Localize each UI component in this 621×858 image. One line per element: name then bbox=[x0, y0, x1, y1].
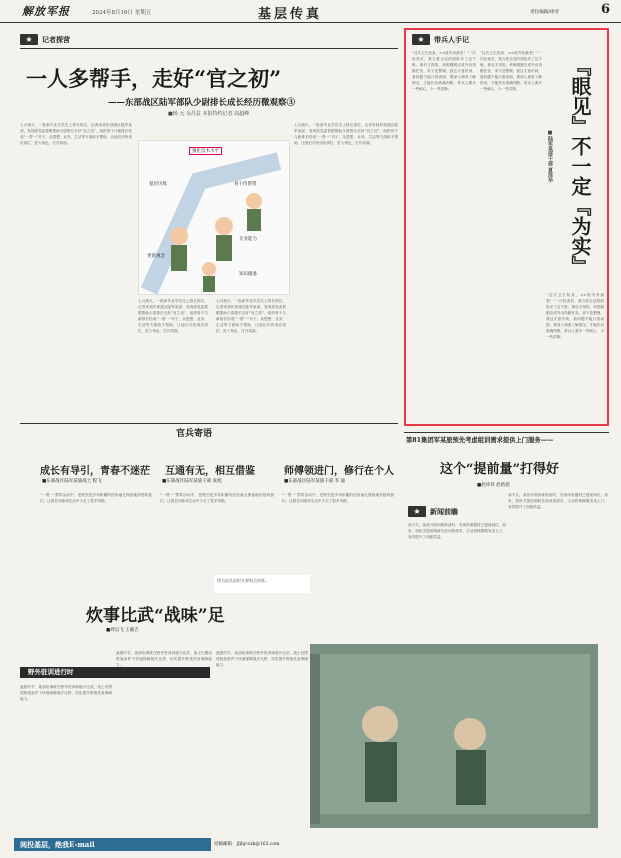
side-byline: ■陆军某部干部 夏泽华 bbox=[547, 130, 553, 183]
illus-label: 基层历练 bbox=[149, 182, 167, 187]
side-body-col2: “这次卫生检查，××班内务最差！”一次检查后，我当着全连的面批评了这个班。事后才得知，该班刚刚完成外出执勤任务，来不及整理。我这才意识到，看问题不能只看表面，要深入调查了解情况，才能作出准确判断。带兵人要多一些耐心，少一些武断。 bbox=[480, 51, 542, 91]
army-tag bbox=[408, 506, 458, 517]
illus-label: 更新观念 bbox=[147, 254, 165, 259]
divider bbox=[404, 432, 609, 433]
side-body-col3: “这次卫生检查，××班内务最差！”一次检查后，我当着全连的面批评了这个班。事后才得知，该班刚刚完成外出执勤任务，来不及整理。我这才意识到，看问题不能只看表面，要深入调查了解情况，才能作出准确判断。带兵人要多一些耐心，少一些武断。 bbox=[546, 293, 604, 339]
main-headline: 一人多帮手，走好“官之初” bbox=[26, 66, 282, 91]
bottom-byline: ■周以飞 王羲吉 bbox=[106, 628, 139, 633]
illus-label: 骨干传帮带 bbox=[234, 182, 257, 187]
main-byline: ■杨 元 余昌益 本报特约记者 高超峰 bbox=[168, 111, 250, 117]
letter-body: “一帮一”帮带活动中，老班长把多年积累的经验毫无保留地传授给我们，让我在训练和生活中少走了很多弯路。 bbox=[40, 493, 152, 503]
cartoon-illustration bbox=[138, 140, 290, 295]
side-body-col1: “这次卫生检查，××班内务最差！”一次检查后，我当着全连的面批评了这个班。事后才得知，该班刚刚完成外出执勤任务，来不及整理。我这才意识到，看问题不能只看表面，要深入调查了解情况，才能作出准确判断。带兵人要多一些耐心，少一些武断。 bbox=[412, 51, 476, 91]
army-intro: 第81集团军某旅预先考虑组训需求提供上门服务—— bbox=[406, 437, 554, 444]
army-body-col2: 前不久，某营开展训练准备时，发现所需器材已提前到位。原来，旅机关提前调研各营训练需求，主动将保障服务送上门，有效提升了训练效益。 bbox=[508, 493, 608, 509]
letter-headline: 师傅领进门，修行在个人 bbox=[284, 466, 394, 477]
bottom-body-col1: 盛夏时节，某部炊事班在野外驻训场展开比武，战士们围绕野战条件下快速保障展开比拼，切实提升野战饮食保障能力。 bbox=[20, 685, 112, 701]
article-tag bbox=[20, 34, 70, 45]
main-subheadline: ——东部战区陆军部队少尉排长成长经历微观察③ bbox=[108, 98, 296, 108]
letter-byline: ■东部战区陆军某旅战士 程飞 bbox=[42, 479, 102, 484]
letter-headline: 成长有导引，青春不迷茫 bbox=[40, 466, 150, 477]
divider bbox=[20, 423, 398, 424]
page-number: 6 bbox=[601, 2, 611, 17]
letters-title: 官兵寄语 bbox=[176, 429, 213, 439]
issue-date: 2024年8月16日 星期五 bbox=[92, 10, 152, 16]
army-tag-label: 新闻前瞻 bbox=[430, 508, 458, 516]
army-byline: ■赵祥祥 赵新超 bbox=[477, 483, 510, 488]
section-title: 基层传真 bbox=[258, 7, 323, 22]
illus-label: 知识储备 bbox=[239, 272, 257, 277]
bottom-body-col3: 盛夏时节，某部炊事班在野外驻训场展开比武，战士们围绕野战条件下快速保障展开比拼，切实提升野战饮食保障能力。 bbox=[216, 651, 308, 667]
photo-caption: 图为连队组织实弹射击训练。 bbox=[217, 578, 269, 583]
main-body-col3: 七月流火，一批新毕业学员走上排长岗位，记者来到东部战区陆军某部，发现旅党委着眼帮助少尉排长走好“官之初”，组织骨干与新排长结成“一帮一”对子，从思想、业务、生活等方面给予帮助，让他们尽快适应岗位、进入角色、打开局面。 bbox=[216, 299, 286, 333]
star-icon: ★ bbox=[412, 34, 430, 45]
letter-byline: ■东部战区陆军某旅干部 张旭 bbox=[162, 479, 222, 484]
letter-headline: 互通有无，相互借鉴 bbox=[165, 466, 255, 477]
side-tag-label: 带兵人手记 bbox=[434, 36, 469, 44]
main-body-col2: 七月流火，一批新毕业学员走上排长岗位，记者来到东部战区陆军某部，发现旅党委着眼帮助少尉排长走好“官之初”，组织骨干与新排长结成“一帮一”对子，从思想、业务、生活等方面给予帮助，让他们尽快适应岗位、进入角色、打开局面。 bbox=[138, 299, 208, 333]
field-training-banner: 野外驻训进行时 bbox=[20, 667, 210, 678]
star-icon: ★ bbox=[408, 506, 426, 517]
star-icon: ★ bbox=[20, 34, 38, 45]
page-header bbox=[0, 0, 621, 23]
illus-label: 强化技术水平 bbox=[189, 147, 222, 155]
divider bbox=[20, 48, 398, 49]
army-headline: 这个“提前量”打得好 bbox=[440, 462, 559, 477]
army-body-col1: 前不久，某营开展训练准备时，发现所需器材已提前到位。原来，旅机关提前调研各营训练需求，主动将保障服务送上门，有效提升了训练效益。 bbox=[408, 523, 506, 539]
side-title: 『眼见』不一定『为实』 bbox=[568, 56, 592, 276]
article-tag-label: 记者探营 bbox=[42, 36, 70, 44]
email-banner: 阅投基层，绝我E-mail bbox=[14, 838, 211, 851]
bottom-body-col2: 盛夏时节，某部炊事班在野外驻训场展开比武，战士们围绕野战条件下快速保障展开比拼，切实提升野战饮食保障能力。 bbox=[116, 651, 212, 667]
email-note: 投稿邮箱：jfjbjcczk@163.com bbox=[214, 842, 280, 847]
cartoon-drawing bbox=[139, 141, 289, 294]
side-tag bbox=[412, 34, 469, 45]
letter-body: “一帮一”帮带活动中，老班长把多年积累的经验毫无保留地传授给我们，让我在训练和生活中少走了很多弯路。 bbox=[282, 493, 394, 503]
main-body-col1: 七月流火，一批新毕业学员走上排长岗位，记者来到东部战区陆军某部，发现旅党委着眼帮助少尉排长走好“官之初”，组织骨干与新排长结成“一帮一”对子，从思想、业务、生活等方面给予帮助，让他们尽快适应岗位、进入角色、打开局面。 bbox=[20, 123, 132, 145]
masthead: 解放军报 bbox=[22, 5, 70, 18]
bottom-header-area bbox=[20, 593, 598, 641]
editor-credit: 责任编辑/徐旁 bbox=[530, 10, 560, 15]
letter-byline: ■东部战区陆军某旅干部 李 迪 bbox=[284, 479, 346, 484]
illus-label: 专业能力 bbox=[239, 237, 257, 242]
bottom-headline: 炊事比武“战味”足 bbox=[86, 606, 225, 626]
letter-body: “一帮一”帮带活动中，老班长把多年积累的经验毫无保留地传授给我们，让我在训练和生活中少走了很多弯路。 bbox=[160, 493, 274, 503]
main-body-col4: 七月流火，一批新毕业学员走上排长岗位，记者来到东部战区陆军某部，发现旅党委着眼帮助少尉排长走好“官之初”，组织骨干与新排长结成“一帮一”对子，从思想、业务、生活等方面给予帮助，让他们尽快适应岗位、进入角色、打开局面。 bbox=[294, 123, 398, 145]
